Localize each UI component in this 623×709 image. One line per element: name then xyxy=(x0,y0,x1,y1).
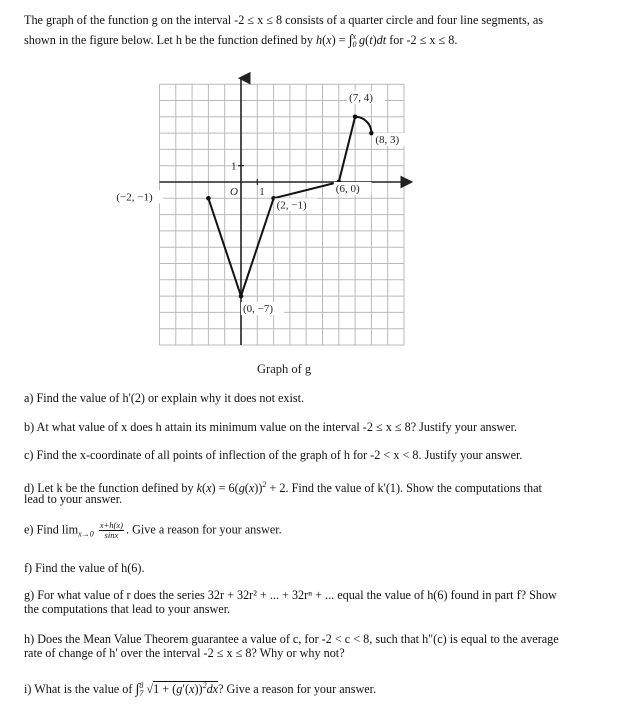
intro-line-1: The graph of the function g on the interval -2 ≤ x ≤ 8 consists of a quarter circle and four line segments, as xyxy=(24,13,544,27)
point-label: (8, 3) xyxy=(375,134,400,147)
question-f: f) Find the value of h(6). xyxy=(24,561,145,575)
question-e-suffix: Give a reason for your answer. xyxy=(129,522,282,537)
question-d-prefix: d) Let k be the function defined by xyxy=(24,481,197,495)
question-i: i) What is the value of $\int_7^8$ $√1 + (g'(x))^2dx$? Give a reason for your answer. xyxy=(24,681,377,698)
question-e: e) Find $\lim_{x\to 0}$ $\frac{x+h(x)}{\sin x}$ . Give a reason for your answer. xyxy=(24,520,282,540)
k-definition-formula: k xyxy=(196,481,203,495)
question-b: b) At what value of x does h attain its minimum value on the interval -2 ≤ x ≤ 8? Justify your answer. xyxy=(24,420,517,434)
point-label: (2, −1) xyxy=(276,199,307,212)
point-label: (7, 4) xyxy=(349,91,373,104)
x-tick-label-1: 1 xyxy=(259,186,265,198)
question-i-suffix: ? Give a reason for your answer. xyxy=(218,682,377,696)
intro-line-2-suffix: for -2 ≤ x ≤ 8. xyxy=(386,33,458,47)
question-d-line-2: lead to your answer. xyxy=(24,492,123,506)
question-h-line-1: h) Does the Mean Value Theorem guarantee a value of c, for -2 < c < 8, such that h"(c) is equal to the average xyxy=(24,632,559,646)
question-e-prefix: e) Find lim xyxy=(24,522,79,537)
question-c: c) Find the x-coordinate of all points of inflection of the graph of h for -2 < x < 8. Justify your answer. xyxy=(24,448,523,462)
point-label: (0, −7) xyxy=(243,303,274,316)
intro-line-2-prefix: shown in the figure below. Let h be the function defined by xyxy=(24,33,316,47)
question-d-suffix: . Find the value of k'(1). Show the computations that xyxy=(285,481,542,495)
limit-fraction: $\frac{x+h(x)}{\sin x}$ xyxy=(99,520,123,540)
point-label: (6, 0) xyxy=(335,183,360,195)
graph-point xyxy=(353,115,358,120)
graph-axes xyxy=(160,78,411,345)
intro-line-2: shown in the figure below. Let h be the function defined by $h(x) = \int_0^x$ g(t)dt for -2 ≤ x ≤ 8. xyxy=(24,32,458,49)
question-a: a) Find the value of h'(2) or explain why it does not exist. xyxy=(24,391,305,405)
point-label: (−2, −1) xyxy=(116,191,153,204)
origin-label: O xyxy=(230,186,238,198)
graph-point xyxy=(206,196,211,201)
graph-point xyxy=(239,294,244,299)
y-tick-label-1: 1 xyxy=(231,160,237,173)
h-definition-formula: h xyxy=(315,33,323,47)
question-g-line-2: the computations that lead to your answer. xyxy=(24,602,231,616)
graph-caption: Graph of g xyxy=(257,362,312,376)
question-i-prefix: i) What is the value of xyxy=(24,682,136,696)
question-d-line-1: d) Let k be the function defined by $k(x) = 6(g(x))^2 + 2$. Find the value of k'(1). Show the computations that xyxy=(24,480,542,495)
question-h-line-2: rate of change of h' over the interval -2 ≤ x ≤ 8? Why or why not? xyxy=(24,646,345,660)
graph-point-labels xyxy=(114,91,411,315)
question-g-line-1: g) For what value of r does the series 32r + 32r² + ... + 32rⁿ + ... equal the value of h(6) found in part f? Show xyxy=(24,588,557,602)
quarter-circle-arc xyxy=(355,117,371,133)
graph-point xyxy=(369,131,374,136)
